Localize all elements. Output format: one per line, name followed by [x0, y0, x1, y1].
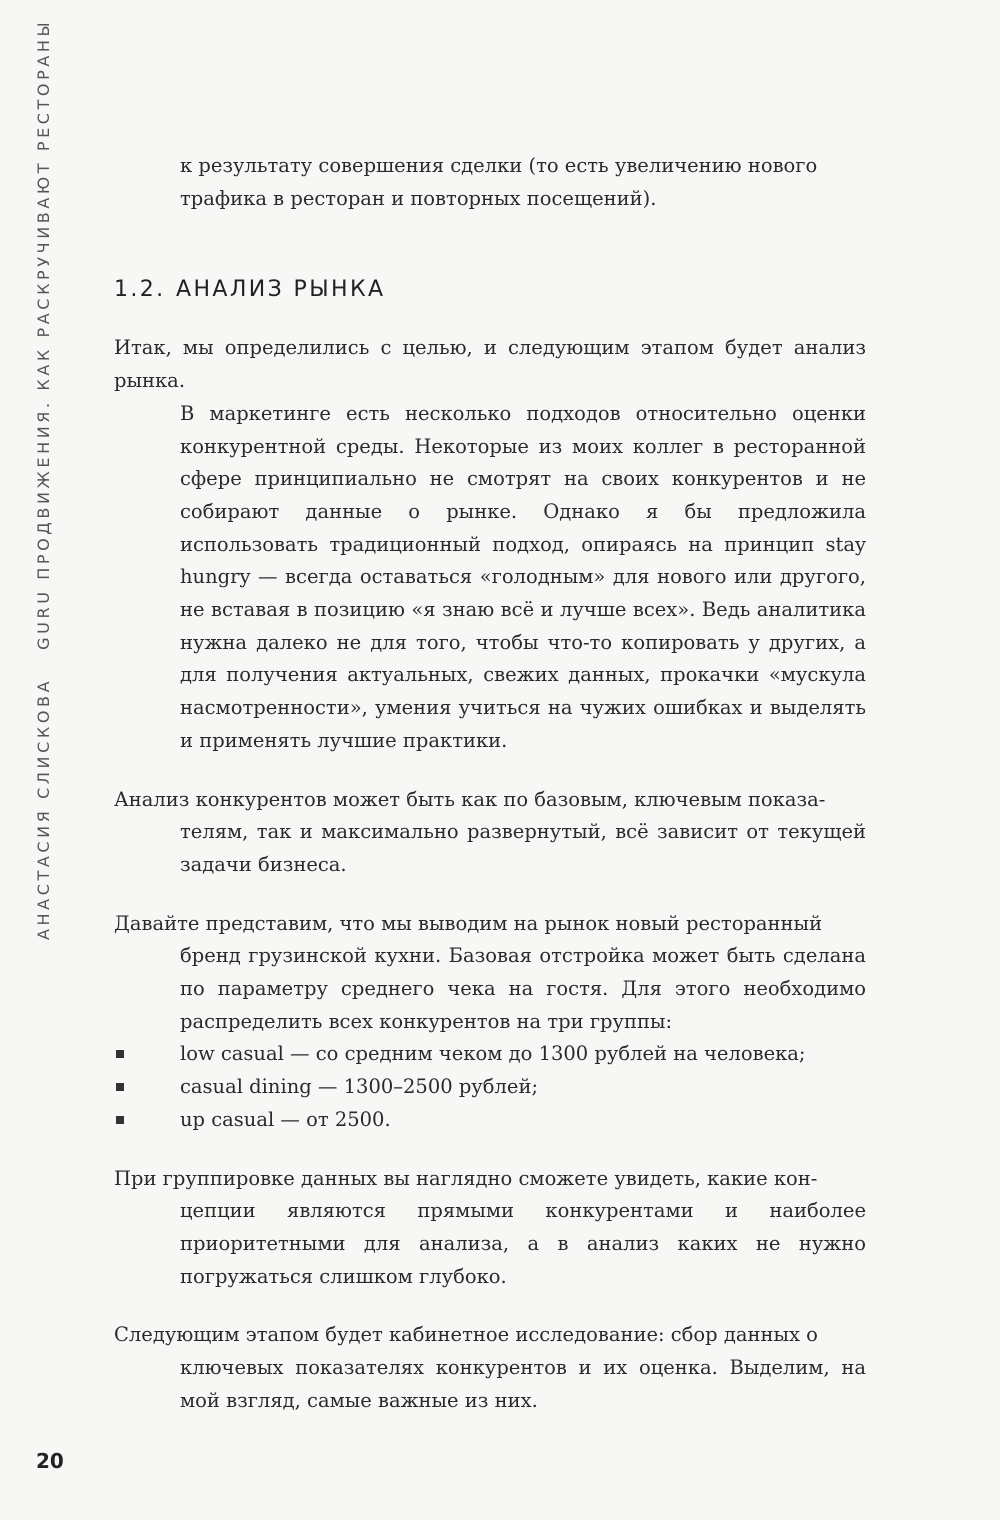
paragraph-first-line: Итак, мы определились с целью, и следующим этапом будет анализ рынка. — [114, 336, 866, 393]
list-item-text: low casual — со средним чеком до 1300 рублей на человека; — [180, 1042, 806, 1066]
paragraph-body: телям, так и максимально развернутый, всё зависит от текущей задачи бизнеса. — [180, 820, 866, 876]
page-body — [114, 150, 866, 1444]
paragraph-body: бренд грузинской кухни. Базовая отстройка может быть сделана по параметру среднего чека на гостя. Для этого необходимо распределить всех конкурентов на три группы: — [180, 944, 866, 1033]
bullet-square-icon — [116, 1083, 124, 1091]
page-number: 20 — [36, 1449, 64, 1473]
paragraph-first-line: При группировке данных вы наглядно сможете увидеть, какие кон- — [114, 1166, 818, 1190]
list-item — [114, 1104, 866, 1137]
paragraph-body: цепции являются прямыми конкурентами и наиболее приоритетными для анализа, а в анализ каких не нужно погружаться слишком глубоко. — [180, 1199, 866, 1288]
paragraph-competitor-analysis — [114, 784, 866, 882]
section-title: АНАЛИЗ РЫНКА — [176, 277, 386, 303]
running-header — [28, 18, 58, 940]
section-heading — [114, 277, 866, 302]
paragraph-first-line: Анализ конкурентов может быть как по базовым, ключевым показа- — [114, 787, 826, 811]
price-groups-list — [114, 1038, 866, 1136]
section-number: 1.2. — [114, 277, 166, 303]
bullet-square-icon — [116, 1050, 124, 1058]
list-item — [114, 1038, 866, 1071]
paragraph-desk-research — [114, 1319, 866, 1417]
paragraph-first-line: Давайте представим, что мы выводим на рынок новый ресторанный — [114, 911, 823, 935]
bullet-square-icon — [116, 1116, 124, 1124]
list-item-text: up casual — от 2500. — [180, 1107, 391, 1131]
continuation-line-rest: трафика в ресторан и повторных посещений). — [180, 186, 657, 210]
paragraph-georgian-brand — [114, 908, 866, 1039]
paragraph-first-line: Следующим этапом будет кабинетное исследование: сбор данных о — [114, 1323, 818, 1347]
list-item-text: casual dining — 1300–2500 рублей; — [180, 1075, 539, 1099]
continuation-paragraph — [114, 150, 866, 215]
paragraph-body: В маркетинге есть несколько подходов относительно оценки конкурентной среды. Некоторые из моих коллег в ресторанной сфере принципиально не смотрят на своих конкурентов и не собирают данные о рынке. Однако я бы предложила использовать традиционный подход, опираясь на принцип stay hungry — всегда оставаться «голодным» для нового или другого, не вставая в позицию «я знаю всё и лучше всех». Ведь аналитика нужна далеко не для того, чтобы что-то копировать у других, а для получения актуальных, свежих данных, прокачки «мускула насмотренности», умения учиться на чужих ошибках и выделять и применять лучшие практики. — [180, 401, 866, 752]
paragraph-body: ключевых показателях конкурентов и их оценка. Выделим, на мой взгляд, самые важные из них. — [180, 1356, 866, 1412]
running-header-book-title: GURU ПРОДВИЖЕНИЯ. КАК РАСКРУЧИВАЮТ РЕСТОРАНЫ — [33, 18, 53, 650]
running-header-author: АНАСТАСИЯ СЛИСКОВА — [33, 677, 53, 940]
list-item — [114, 1071, 866, 1104]
paragraph-market-analysis — [114, 332, 866, 757]
continuation-line-first: к результату совершения сделки (то есть увеличению нового — [180, 154, 818, 177]
paragraph-grouping — [114, 1163, 866, 1294]
